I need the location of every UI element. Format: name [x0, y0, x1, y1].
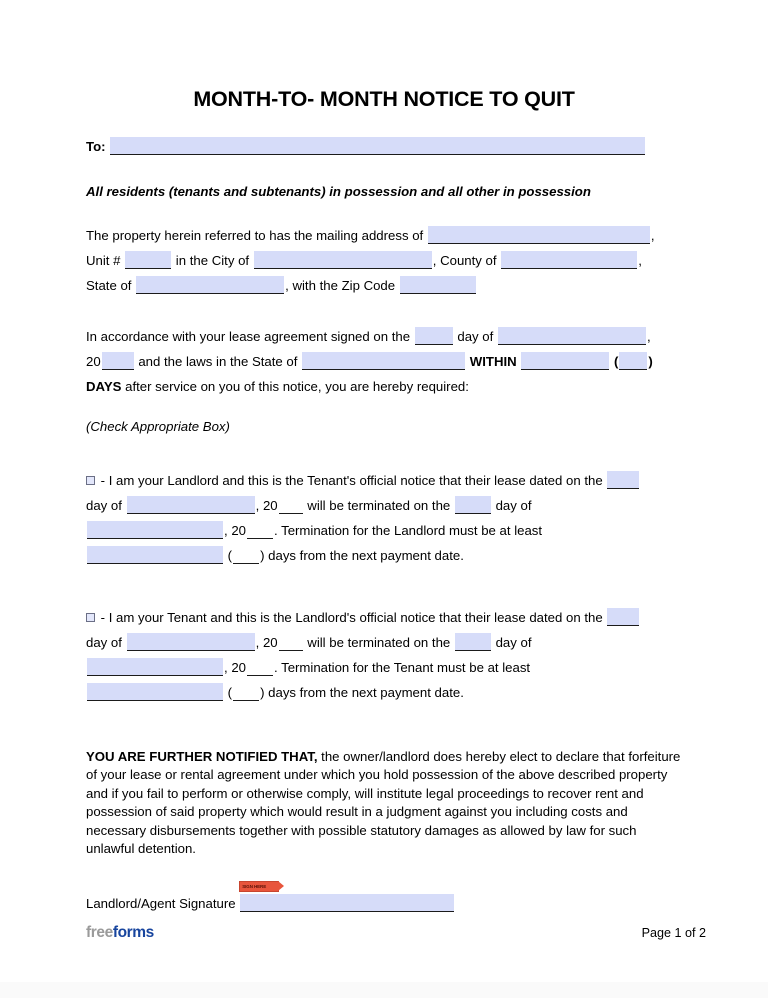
state-input[interactable]: [136, 276, 284, 294]
tenant-lease-month-input[interactable]: [127, 633, 255, 651]
lease-month-input[interactable]: [498, 327, 646, 345]
checkbox-landlord[interactable]: [86, 476, 95, 485]
residents-note-text: All residents (tenants and subtenants) in possession and all other in possession: [86, 183, 591, 199]
unit-input[interactable]: [125, 251, 171, 269]
option-landlord-line-1: [86, 468, 682, 493]
sign-here-tag-icon[interactable]: [239, 881, 279, 892]
document-content: [86, 0, 682, 915]
landlord-year-prefix: 20: [262, 497, 278, 513]
days-bold-label: DAYS: [86, 378, 122, 394]
tenant-term-day-input[interactable]: [455, 633, 491, 651]
page-bottom-band: [0, 982, 768, 998]
tenant-year-prefix-2: 20: [231, 659, 247, 675]
option-landlord-line-3: [86, 518, 682, 543]
landlord-paren-close: ): [260, 547, 265, 563]
option-landlord-lead: - I am your Landlord and this is the Tenant's official notice that their lease dated on the: [100, 472, 603, 488]
to-line: [86, 134, 682, 159]
check-appropriate-box-note: [86, 414, 682, 439]
paren-close: ): [648, 353, 653, 369]
tenant-lease-year-input[interactable]: [279, 633, 303, 651]
tenant-comma-2: ,: [224, 659, 228, 675]
county-label: , County of: [432, 252, 497, 268]
mailing-address-label: The property herein referred to has the mailing address of: [86, 227, 424, 243]
accordance-line-1: [86, 324, 682, 349]
address-line-3: [86, 273, 682, 298]
tenant-lease-day-input[interactable]: [607, 608, 639, 626]
tenant-day-of-label: day of: [86, 634, 122, 650]
lease-state-input[interactable]: [302, 352, 465, 370]
page-number: Page 1 of 2: [641, 925, 706, 940]
tenant-termination-text: . Termination for the Tenant must be at least: [274, 659, 531, 675]
landlord-lease-day-input[interactable]: [607, 471, 639, 489]
further-notified-body: the owner/landlord does hereby elect to declare that forfeiture of your lease or rental agreement under which you hold possession of the above described property and if you fail to perform or otherwise comply, will institute legal proceedings to recover rent and possession of said property which would result in a judgment against you including costs and necessary disbursements together with possible statutory damages as allowed by law for such unlawful detention.: [86, 748, 681, 857]
tenant-term-month-input[interactable]: [87, 658, 223, 676]
residents-note: [86, 179, 682, 204]
tenant-notice-days-input[interactable]: [87, 683, 223, 701]
zip-input[interactable]: [400, 276, 476, 294]
landlord-comma-2: ,: [224, 522, 228, 538]
accordance-block: [86, 324, 682, 439]
paren-open: (: [614, 353, 619, 369]
accordance-line-3: [86, 374, 682, 399]
tenant-paren-open: (: [227, 684, 233, 700]
tenant-day-of-label-2: day of: [495, 634, 532, 650]
landlord-notice-days-numeric-input[interactable]: [233, 546, 259, 564]
accordance-year-prefix: 20: [86, 353, 101, 369]
signature-input[interactable]: [240, 894, 454, 912]
landlord-year-prefix-2: 20: [231, 522, 247, 538]
tenant-notice-days-numeric-input[interactable]: [233, 683, 259, 701]
landlord-days-tail: days from the next payment date.: [268, 547, 464, 563]
tenant-days-tail: days from the next payment date.: [268, 684, 464, 700]
county-comma: ,: [638, 252, 642, 268]
page-title: MONTH-TO- MONTH NOTICE TO QUIT: [193, 87, 575, 111]
tenant-year-prefix: 20: [262, 634, 278, 650]
within-days-numeric-input[interactable]: [619, 352, 647, 370]
city-label: in the City of: [175, 252, 250, 268]
landlord-term-month-input[interactable]: [87, 521, 223, 539]
landlord-day-of-label: day of: [86, 497, 122, 513]
within-label: WITHIN: [469, 353, 517, 369]
option-landlord-block: [86, 468, 682, 568]
tenant-paren-close: ): [260, 684, 265, 700]
check-box-note-text: (Check Appropriate Box): [86, 418, 230, 434]
lease-year-input[interactable]: [102, 352, 134, 370]
page-footer: [86, 925, 706, 941]
tenant-term-year-input[interactable]: [247, 658, 273, 676]
option-tenant-line-1: [86, 605, 682, 630]
option-landlord-line-2: [86, 493, 682, 518]
logo-forms-text: forms: [112, 924, 154, 941]
accordance-line-2: [86, 349, 682, 374]
mailing-address-input[interactable]: [428, 226, 650, 244]
state-label: State of: [86, 277, 132, 293]
landlord-lease-year-input[interactable]: [279, 496, 303, 514]
option-tenant-line-3: [86, 655, 682, 680]
signature-field-wrap: [239, 883, 455, 915]
tenant-terminated-label: will be terminated on the: [307, 634, 451, 650]
sign-here-tag-label: SIGN HERE: [242, 883, 267, 889]
further-notified-heading: YOU ARE FURTHER NOTIFIED THAT,: [86, 748, 318, 764]
days-rest-text: after service on you of this notice, you are hereby required:: [125, 378, 469, 394]
landlord-termination-text: . Termination for the Landlord must be at least: [274, 522, 543, 538]
city-input[interactable]: [254, 251, 432, 269]
landlord-term-day-input[interactable]: [455, 496, 491, 514]
address-block: [86, 223, 682, 298]
to-label: To:: [86, 138, 106, 154]
address-line-1: [86, 223, 682, 248]
accordance-comma: ,: [646, 328, 651, 344]
option-tenant-line-4: [86, 680, 682, 705]
landlord-day-of-label-2: day of: [495, 497, 532, 513]
mailing-address-comma: ,: [650, 227, 655, 243]
landlord-terminated-label: will be terminated on the: [307, 497, 451, 513]
option-tenant-block: [86, 605, 682, 705]
accordance-lead: In accordance with your lease agreement signed on the: [86, 328, 411, 344]
checkbox-tenant[interactable]: [86, 613, 95, 622]
within-days-input[interactable]: [521, 352, 609, 370]
address-line-2: [86, 248, 682, 273]
landlord-notice-days-input[interactable]: [87, 546, 223, 564]
tenant-comma: ,: [255, 634, 260, 650]
landlord-comma: ,: [255, 497, 260, 513]
landlord-lease-month-input[interactable]: [127, 496, 255, 514]
landlord-term-year-input[interactable]: [247, 521, 273, 539]
option-landlord-line-4: [86, 543, 682, 568]
unit-label: Unit #: [86, 252, 121, 268]
county-input[interactable]: [501, 251, 637, 269]
accordance-laws: and the laws in the State of: [138, 353, 298, 369]
zip-label: , with the Zip Code: [285, 277, 396, 293]
logo-free-text: free: [86, 924, 113, 941]
freeforms-logo: [86, 925, 154, 941]
signature-row: [86, 883, 682, 915]
to-input[interactable]: [110, 137, 645, 155]
accordance-day-of: day of: [457, 328, 494, 344]
lease-day-input[interactable]: [415, 327, 453, 345]
option-tenant-lead: - I am your Tenant and this is the Landlord's official notice that their lease dated on the: [100, 609, 603, 625]
further-notified-paragraph: [86, 748, 682, 859]
option-tenant-line-2: [86, 630, 682, 655]
signature-label: Landlord/Agent Signature: [86, 895, 236, 911]
landlord-paren-open: (: [227, 547, 233, 563]
